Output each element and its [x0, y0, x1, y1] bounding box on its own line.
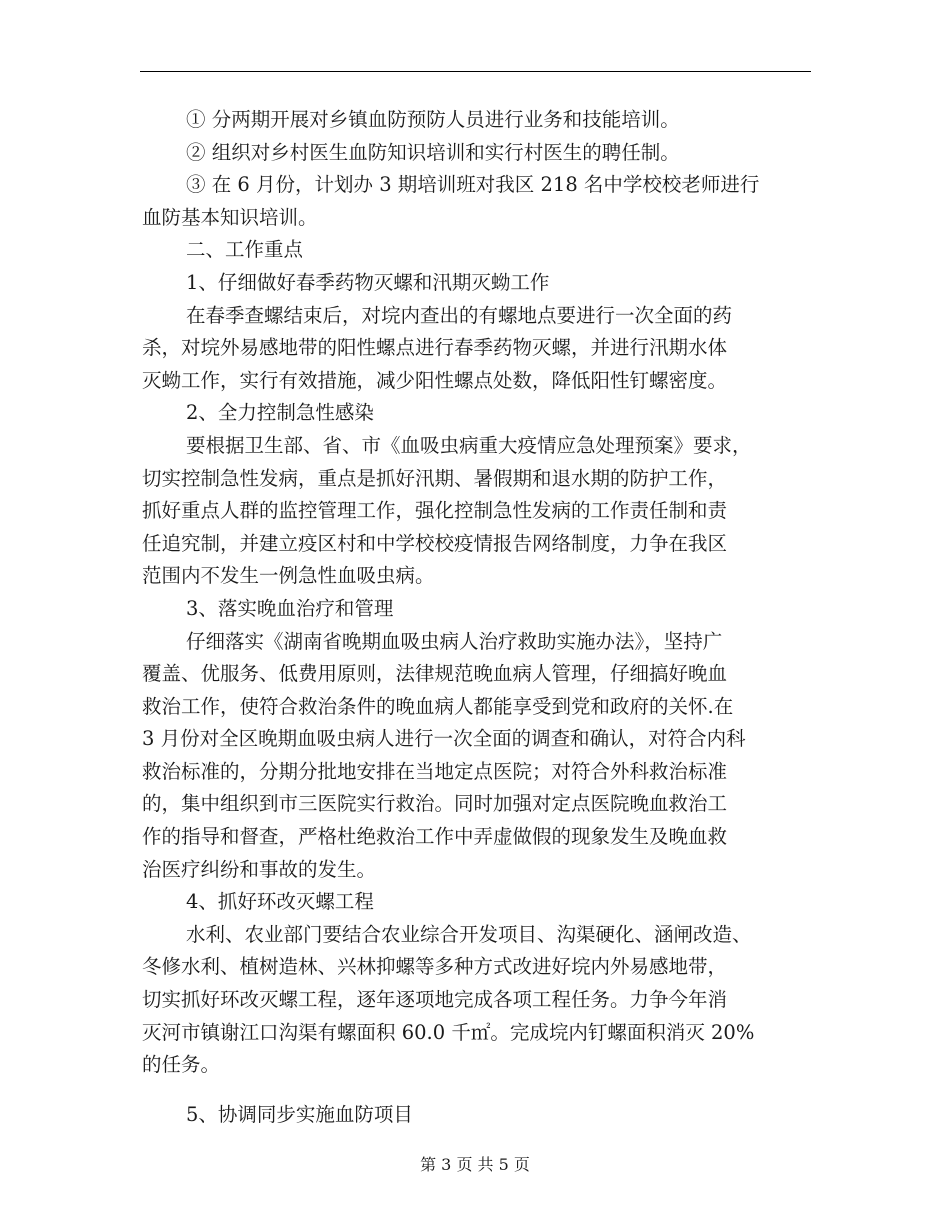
paragraph-line: 冬修水利、植树造林、兴林抑螺等多种方式改进好垸内外易感地带， — [142, 955, 728, 979]
paragraph-line: 血防基本知识培训。 — [142, 205, 318, 229]
paragraph-line: 在春季查螺结束后，对垸内查出的有螺地点要进行一次全面的药 — [186, 303, 733, 327]
paragraph-line: ② 组织对乡村医生血防知识培训和实行村医生的聘任制。 — [186, 140, 680, 164]
paragraph-line: 抓好重点人群的监控管理工作，强化控制急性发病的工作责任制和责 — [142, 499, 728, 523]
paragraph-line: 的，集中组织到市三医院实行救治。同时加强对定点医院晚血救治工 — [142, 792, 728, 816]
paragraph-line: 作的指导和督查，严格杜绝救治工作中弄虚做假的现象发生及晚血救 — [142, 825, 728, 849]
document-body — [142, 104, 812, 1131]
header-rule — [140, 71, 811, 72]
subsection-heading: 2、全力控制急性感染 — [186, 401, 374, 425]
paragraph-line: 的任务。 — [142, 1053, 221, 1077]
paragraph-line: 范围内不发生一例急性血吸虫病。 — [142, 564, 435, 588]
paragraph-line: 切实抓好环改灭螺工程，逐年逐项地完成各项工程任务。力争今年消 — [142, 988, 728, 1012]
paragraph-line: 灭河市镇谢江口沟渠有螺面积 60.0 千㎡。完成垸内钉螺面积消灭 20% — [142, 1020, 755, 1044]
paragraph-line: 仔细落实《湖南省晚期血吸虫病人治疗救助实施办法》，坚持广 — [186, 629, 723, 653]
paragraph-line: 杀，对垸外易感地带的阳性螺点进行春季药物灭螺，并进行汛期水体 — [142, 336, 728, 360]
paragraph-line: 任追究制，并建立疫区村和中学校校疫情报告网络制度，力争在我区 — [142, 531, 728, 555]
paragraph-line: 要根据卫生部、省、市《血吸虫病重大疫情应急处理预案》要求， — [186, 433, 752, 457]
page-number-footer: 第 3 页 共 5 页 — [420, 1155, 530, 1174]
subsection-heading: 5、协调同步实施血防项目 — [186, 1102, 413, 1126]
subsection-heading: 4、抓好环改灭螺工程 — [186, 890, 374, 914]
paragraph-line: ① 分两期开展对乡镇血防预防人员进行业务和技能培训。 — [186, 108, 680, 131]
subsection-heading: 1、仔细做好春季药物灭螺和汛期灭蚴工作 — [186, 270, 550, 294]
section-heading: 二、工作重点 — [186, 238, 304, 262]
paragraph-line: 救治工作，使符合救治条件的晚血病人都能享受到党和政府的关怀.在 — [142, 694, 734, 718]
paragraph-line: 切实控制急性发病，重点是抓好汛期、暑假期和退水期的防护工作， — [142, 466, 728, 490]
paragraph-line: 3 月份对全区晚期血吸虫病人进行一次全面的调查和确认，对符合内科 — [142, 727, 746, 751]
paragraph-line: 治医疗纠纷和事故的发生。 — [142, 857, 377, 881]
paragraph-line: 救治标准的，分期分批地安排在当地定点医院；对符合外科救治标准 — [142, 759, 728, 783]
paragraph-line: 覆盖、优服务、低费用原则，法律规范晚血病人管理，仔细搞好晚血 — [142, 662, 728, 686]
paragraph-line: 水利、农业部门要结合农业综合开发项目、沟渠硬化、涵闸改造、 — [186, 922, 752, 946]
paragraph-line: 灭蚴工作，实行有效措施，减少阳性螺点处数，降低阳性钉螺密度。 — [142, 368, 728, 392]
subsection-heading: 3、落实晚血治疗和管理 — [186, 596, 394, 620]
paragraph-line: ③ 在 6 月份，计划办 3 期培训班对我区 218 名中学校校老师进行 — [186, 173, 760, 197]
